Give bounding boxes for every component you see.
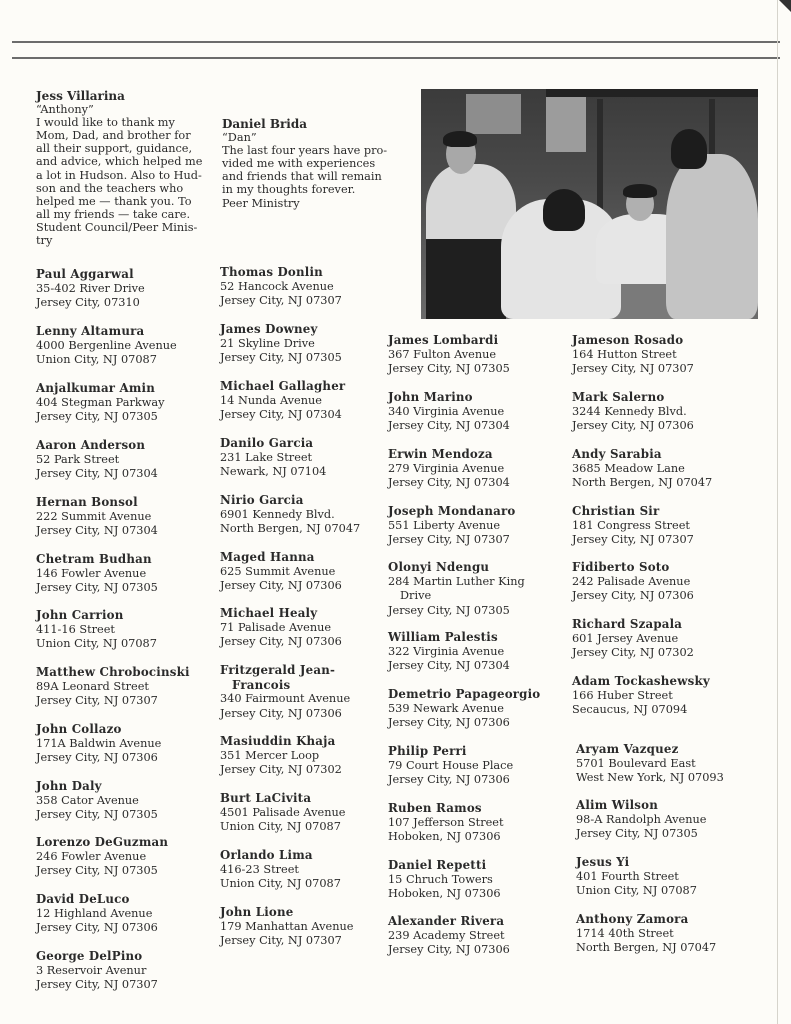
street-address-continued: Drive [400, 589, 432, 602]
student-name: Aryam Vazquez [576, 742, 679, 756]
student-entry [220, 905, 353, 949]
student-entry [36, 949, 158, 993]
city-line: North Bergen, NJ 07047 [572, 476, 713, 489]
street-address: 4000 Bergenline Avenue [36, 338, 177, 352]
city-line: Jersey City, NJ 07306 [388, 943, 510, 956]
student-name: Adam Tockashewsky [572, 674, 710, 688]
city-line: Jersey City, NJ 07304 [388, 476, 510, 489]
city-line: Jersey City, NJ 07304 [388, 419, 510, 432]
city-line: Union City, NJ 07087 [220, 820, 341, 833]
student-entry [36, 267, 145, 311]
quote-line: I would like to thank my [36, 116, 175, 130]
street-address: 181 Congress Street [572, 518, 690, 532]
student-entry [388, 801, 504, 845]
street-address: 164 Hutton Street [572, 347, 677, 361]
student-entry [388, 390, 510, 434]
student-name: Anjalkumar Amin [36, 381, 156, 395]
student-entry [572, 674, 710, 718]
student-name: Jameson Rosado [572, 333, 684, 347]
student-entry [572, 504, 694, 548]
student-name: Maged Hanna [220, 550, 315, 564]
city-line: Jersey City, NJ 07306 [220, 706, 342, 720]
city-line: Jersey City, NJ 07307 [220, 294, 342, 307]
student-name: James Downey [220, 322, 318, 336]
city-line: Jersey City, NJ 07307 [388, 533, 510, 546]
street-address: 416-23 Street [220, 862, 299, 876]
city-line: Jersey City, NJ 07306 [572, 589, 694, 602]
student-name: John Daly [36, 779, 102, 793]
quote-line: in my thoughts forever. [222, 183, 356, 197]
student-name: John Lione [220, 905, 294, 919]
street-address: 5701 Boulevard East [576, 756, 696, 770]
city-line: Jersey City, NJ 07302 [572, 646, 694, 659]
student-nickname: “Dan” [222, 131, 257, 145]
student-entry [388, 447, 510, 491]
student-name: William Palestis [388, 630, 498, 644]
student-name: Joseph Mondanaro [388, 504, 516, 518]
student-entry [36, 438, 158, 482]
street-address: 279 Virginia Avenue [388, 461, 505, 475]
student-name: John Carrion [36, 608, 124, 622]
group-photo [421, 89, 758, 319]
city-line: Jersey City, NJ 07306 [36, 921, 158, 934]
student-entry [36, 892, 158, 936]
city-line: Union City, NJ 07087 [36, 637, 157, 650]
city-line: North Bergen, NJ 07047 [576, 941, 717, 954]
student-name: Lenny Altamura [36, 324, 145, 338]
street-address: 21 Skyline Drive [220, 336, 315, 350]
city-line: Jersey City, NJ 07302 [220, 763, 342, 776]
student-name: Andy Sarabia [572, 447, 662, 461]
student-name: John Collazo [36, 722, 122, 736]
student-name: Burt LaCivita [220, 791, 312, 805]
city-line: Secaucus, NJ 07094 [572, 703, 688, 716]
student-entry [36, 608, 157, 652]
street-address: 166 Huber Street [572, 688, 673, 702]
top-rule-second [12, 57, 780, 59]
student-entry [576, 798, 706, 842]
street-address: 401 Fourth Street [576, 869, 679, 883]
city-line: Jersey City, NJ 07306 [572, 419, 694, 432]
student-entry [388, 630, 510, 674]
student-name-continued: Francois [232, 677, 291, 692]
city-line: Union City, NJ 07087 [36, 353, 157, 366]
student-name: Matthew Chrobocinski [36, 665, 190, 679]
street-address: 367 Fulton Avenue [388, 347, 497, 361]
student-entry [388, 744, 513, 788]
student-entry [220, 322, 342, 366]
student-name: Lorenzo DeGuzman [36, 835, 169, 849]
quote-line: and advice, which helped me [36, 155, 203, 169]
street-address: 239 Academy Street [388, 928, 505, 942]
city-line: Jersey City, NJ 07304 [388, 659, 510, 672]
student-entry [388, 914, 510, 958]
student-name: Erwin Mendoza [388, 447, 493, 461]
student-name: Hernan Bonsol [36, 495, 138, 509]
street-address: 4501 Palisade Avenue [220, 805, 346, 819]
student-name: Alim Wilson [576, 798, 658, 812]
student-name: Masiuddin Khaja [220, 734, 336, 748]
street-address: 6901 Kennedy Blvd. [220, 507, 335, 521]
city-line: Jersey City, NJ 07305 [36, 864, 158, 877]
street-address: 3244 Kennedy Blvd. [572, 404, 687, 418]
street-address: 15 Chruch Towers [388, 872, 493, 886]
student-entry [36, 722, 161, 766]
street-address: 222 Summit Avenue [36, 509, 152, 523]
street-address: 3 Reservoir Avenur [36, 963, 147, 977]
student-name: Mark Salerno [572, 390, 665, 404]
student-entry [388, 333, 510, 377]
student-entry [388, 560, 525, 618]
student-entry [220, 606, 342, 650]
street-address: 340 Virginia Avenue [388, 404, 505, 418]
city-line: Jersey City, NJ 07306 [220, 579, 342, 592]
student-name: Aaron Anderson [36, 438, 146, 452]
student-name: Thomas Donlin [220, 265, 323, 279]
street-address: 98-A Randolph Avenue [576, 812, 707, 826]
city-line: Hoboken, NJ 07306 [388, 830, 501, 843]
student-name: Alexander Rivera [388, 914, 505, 928]
student-entry [220, 265, 342, 309]
student-entry [388, 504, 515, 548]
student-entry [572, 390, 694, 434]
street-address: 601 Jersey Avenue [572, 631, 679, 645]
city-line: West New York, NJ 07093 [576, 771, 724, 784]
student-entry [572, 560, 694, 604]
student-entry [220, 379, 345, 423]
student-entry [220, 663, 350, 721]
street-address: 340 Fairmount Avenue [220, 692, 351, 705]
street-address: 52 Park Street [36, 452, 120, 466]
featured-student-brida [222, 118, 394, 210]
top-rule [12, 41, 780, 43]
city-line: Jersey City, NJ 07307 [572, 362, 694, 375]
student-name: Ruben Ramos [388, 801, 482, 815]
student-entry [220, 848, 341, 892]
student-name: James Lombardi [388, 333, 499, 347]
city-line: Jersey City, NJ 07305 [36, 808, 158, 821]
student-name: Jesus Yi [576, 855, 630, 869]
student-name: Daniel Brida [222, 117, 308, 131]
quote-line: a lot in Hudson. Also to Hud- [36, 168, 202, 182]
quote-line: all their support, guidance, [36, 142, 193, 156]
student-name: Paul Aggarwal [36, 267, 134, 281]
student-entry [220, 493, 360, 537]
city-line: Jersey City, NJ 07304 [36, 467, 158, 480]
street-address: 179 Manhattan Avenue [220, 919, 354, 933]
street-address: 71 Palisade Avenue [220, 620, 332, 634]
street-address: 242 Palisade Avenue [572, 574, 691, 588]
quote-line: Mom, Dad, and brother for [36, 129, 191, 143]
student-name: Jess Villarina [36, 89, 125, 103]
student-entry [572, 617, 694, 661]
student-entry [388, 858, 501, 902]
student-name: Orlando Lima [220, 848, 313, 862]
street-address: 539 Newark Avenue [388, 701, 504, 715]
city-line: Jersey City, NJ 07306 [388, 716, 510, 729]
quote-line: try [36, 234, 53, 248]
student-entry [36, 779, 158, 823]
city-line: Jersey City, NJ 07306 [220, 635, 342, 648]
street-address: 89A Leonard Street [36, 679, 149, 693]
city-line: Jersey City, NJ 07307 [572, 533, 694, 546]
student-name: Richard Szapala [572, 617, 683, 631]
student-entry [36, 665, 190, 709]
street-address: 246 Fowler Avenue [36, 849, 147, 863]
student-name: Michael Gallagher [220, 379, 346, 393]
student-entry [36, 324, 177, 368]
featured-student-villarina [36, 90, 208, 247]
street-address: 79 Court House Place [388, 758, 514, 772]
student-entry [576, 855, 697, 899]
city-line: Jersey City, NJ 07305 [36, 410, 158, 423]
street-address: 146 Fowler Avenue [36, 566, 147, 580]
student-name: Daniel Repetti [388, 858, 487, 872]
student-name: Michael Healy [220, 606, 318, 620]
page-corner [779, 0, 791, 12]
quote-line: Peer Ministry [222, 196, 300, 210]
quote-line: all my friends — take care. [36, 207, 191, 221]
city-line: Union City, NJ 07087 [576, 884, 697, 897]
quote-line: The last four years have pro- [222, 144, 388, 158]
street-address: 351 Mercer Loop [220, 748, 320, 762]
street-address: 551 Liberty Avenue [388, 518, 501, 532]
street-address: 3685 Meadow Lane [572, 461, 685, 475]
quote-line: and friends that will remain [222, 170, 382, 184]
street-address: 12 Highland Avenue [36, 906, 153, 920]
student-entry [576, 742, 724, 786]
street-address: 284 Martin Luther King [388, 574, 525, 588]
student-name: Olonyi Ndengu [388, 560, 490, 574]
street-address: 404 Stegman Parkway [36, 395, 165, 409]
student-name: Philip Perri [388, 744, 467, 758]
student-entry [220, 791, 345, 835]
student-entry [220, 550, 342, 594]
student-name: Christian Sir [572, 504, 660, 518]
student-name: Fidiberto Soto [572, 560, 670, 574]
city-line: Jersey City, NJ 07304 [220, 408, 342, 421]
city-line: Union City, NJ 07087 [220, 877, 341, 890]
street-address: 322 Virginia Avenue [388, 644, 505, 658]
city-line: Jersey City, NJ 07304 [36, 524, 158, 537]
street-address: 52 Hancock Avenue [220, 279, 334, 293]
street-address: 14 Nunda Avenue [220, 393, 322, 407]
city-line: Jersey City, NJ 07305 [576, 827, 698, 840]
student-name: John Marino [388, 390, 473, 404]
page-edge [777, 0, 778, 1024]
student-entry [220, 734, 342, 778]
street-address: 107 Jefferson Street [388, 815, 504, 829]
student-name: Fritzgerald Jean- [220, 663, 336, 677]
student-entry [36, 835, 168, 879]
street-address: 1714 40th Street [576, 926, 674, 940]
city-line: Hoboken, NJ 07306 [388, 887, 501, 900]
city-line: Newark, NJ 07104 [220, 465, 327, 478]
city-line: Jersey City, NJ 07307 [36, 978, 158, 991]
quote-line: vided me with experiences [222, 157, 376, 171]
street-address: 231 Lake Street [220, 450, 313, 464]
student-name: Chetram Budhan [36, 552, 152, 566]
student-name: George DelPino [36, 949, 143, 963]
student-name: Anthony Zamora [576, 912, 689, 926]
city-line: Jersey City, NJ 07306 [388, 773, 510, 786]
quote-line: Student Council/Peer Minis- [36, 220, 198, 234]
quote-line: helped me — thank you. To [36, 194, 192, 208]
street-address: 625 Summit Avenue [220, 564, 336, 578]
city-line: Jersey City, NJ 07305 [220, 351, 342, 364]
student-entry [572, 333, 694, 377]
quote-line: son and the teachers who [36, 181, 184, 195]
student-entry [36, 381, 165, 425]
city-line: Jersey City, NJ 07307 [220, 934, 342, 947]
city-line: North Bergen, NJ 07047 [220, 522, 361, 535]
street-address: 171A Baldwin Avenue [36, 736, 162, 750]
student-entry [36, 552, 158, 596]
student-entry [220, 436, 326, 480]
student-name: David DeLuco [36, 892, 130, 906]
student-nickname: “Anthony” [36, 103, 94, 117]
student-name: Nirio Garcia [220, 493, 304, 507]
student-entry [572, 447, 712, 491]
street-address: 358 Cator Avenue [36, 793, 139, 807]
city-line: Jersey City, 07310 [36, 296, 140, 309]
student-entry [36, 495, 158, 539]
student-name: Danilo Garcia [220, 436, 314, 450]
city-line: Jersey City, NJ 07307 [36, 694, 158, 707]
student-name: Demetrio Papageorgio [388, 687, 541, 701]
student-entry [388, 687, 540, 731]
street-address: 411-16 Street [36, 622, 115, 636]
city-line: Jersey City, NJ 07305 [36, 581, 158, 594]
city-line: Jersey City, NJ 07305 [388, 362, 510, 375]
student-entry [576, 912, 716, 956]
street-address: 35-402 River Drive [36, 281, 145, 295]
city-line: Jersey City, NJ 07306 [36, 751, 158, 764]
city-line: Jersey City, NJ 07305 [388, 603, 510, 617]
